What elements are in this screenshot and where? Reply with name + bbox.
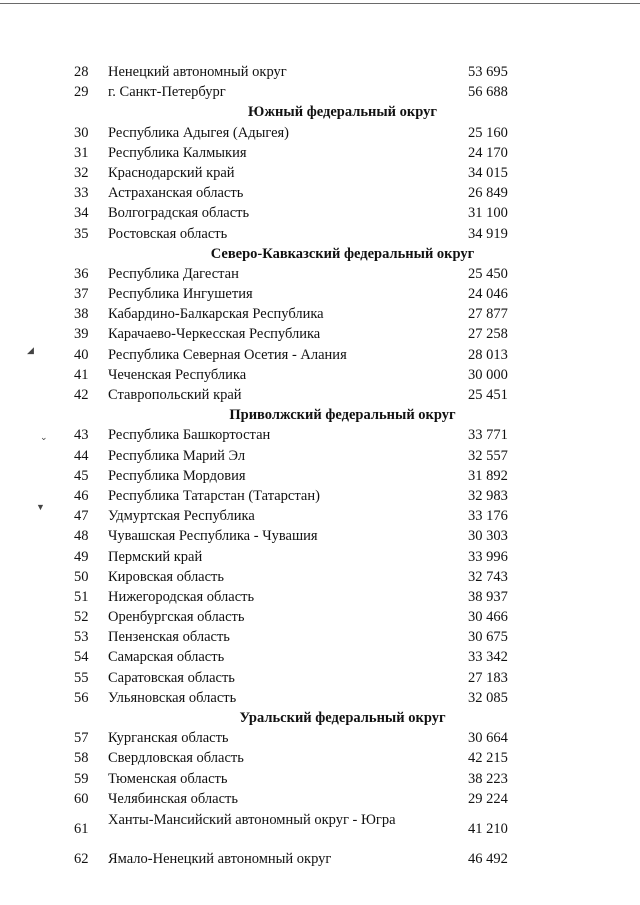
row-number: 57 <box>74 730 89 747</box>
region-name: Ханты-Мансийский автономный округ - Югра <box>108 811 396 828</box>
row-number: 46 <box>74 487 89 504</box>
row-number: 33 <box>74 185 89 202</box>
table-row <box>60 668 550 688</box>
region-name: Пензенская область <box>108 629 230 646</box>
table-row <box>60 688 550 708</box>
table-row <box>60 324 550 344</box>
region-value: 27 877 <box>468 306 508 323</box>
table-row <box>60 143 550 163</box>
region-value: 42 215 <box>468 750 508 767</box>
region-name: Ямало-Ненецкий автономный округ <box>108 850 332 867</box>
region-value: 25 451 <box>468 387 508 403</box>
region-name: Краснодарский край <box>108 164 235 181</box>
region-name: Республика Мордовия <box>108 467 246 484</box>
table-row <box>60 769 550 789</box>
region-name: Республика Адыгея (Адыгея) <box>108 124 290 141</box>
region-name: Ставропольский край <box>108 387 242 403</box>
region-value: 56 688 <box>468 84 508 101</box>
district-header: Приволжский федеральный округ <box>229 407 456 424</box>
region-value: 30 466 <box>468 609 508 626</box>
region-value: 30 664 <box>468 730 508 747</box>
table-row <box>60 163 550 183</box>
table-row <box>60 264 550 284</box>
row-number: 54 <box>74 649 89 666</box>
table-row <box>60 446 550 466</box>
table-row <box>60 224 550 244</box>
region-name: Свердловская область <box>108 750 244 767</box>
region-name: Волгоградская область <box>108 205 250 222</box>
region-value: 33 996 <box>468 548 508 565</box>
table-row <box>60 748 550 768</box>
row-number: 58 <box>74 750 89 767</box>
region-value: 26 849 <box>468 185 508 202</box>
region-value: 25 450 <box>468 265 508 282</box>
table-row <box>60 627 550 647</box>
table-row <box>60 203 550 223</box>
table-row <box>60 728 550 748</box>
row-number: 61 <box>74 820 89 837</box>
table-row <box>60 365 550 385</box>
region-value: 30 675 <box>468 629 508 646</box>
row-number: 41 <box>74 366 89 383</box>
region-name: Саратовская область <box>108 669 235 686</box>
row-number: 52 <box>74 609 89 626</box>
region-value: 27 183 <box>468 669 508 686</box>
table-row <box>60 486 550 506</box>
table-row <box>60 587 550 607</box>
district-header: Уральский федеральный округ <box>239 710 446 726</box>
region-name: Нижегородская область <box>108 588 255 605</box>
region-value: 33 176 <box>468 508 508 525</box>
table-row <box>60 647 550 667</box>
table-row <box>60 567 550 587</box>
region-name: Республика Северная Осетия - Алания <box>108 346 347 363</box>
region-value: 38 223 <box>468 770 508 787</box>
row-number: 60 <box>74 790 89 807</box>
region-value: 30 000 <box>468 366 508 383</box>
row-number: 34 <box>74 205 89 222</box>
page-top-edge <box>0 3 640 4</box>
region-name: Чувашская Республика - Чувашия <box>108 528 318 545</box>
row-number: 56 <box>74 689 89 706</box>
region-name: Ростовская область <box>108 225 228 242</box>
region-name: Астраханская область <box>108 185 244 202</box>
region-value: 24 170 <box>468 144 508 161</box>
region-name: Кировская область <box>108 568 225 585</box>
row-number: 43 <box>74 427 89 444</box>
table-row <box>60 849 550 869</box>
region-name: г. Санкт-Петербург <box>108 84 226 101</box>
table-row <box>60 809 550 849</box>
row-number: 40 <box>74 346 89 363</box>
row-number: 32 <box>74 164 89 181</box>
row-number: 35 <box>74 225 89 242</box>
region-name: Республика Дагестан <box>108 265 239 282</box>
region-value: 29 224 <box>468 790 508 807</box>
region-value: 32 557 <box>468 447 508 464</box>
table-row <box>60 183 550 203</box>
district-header: Северо-Кавказский федеральный округ <box>210 245 475 262</box>
row-number: 28 <box>74 64 89 80</box>
row-number: 49 <box>74 548 89 565</box>
row-number: 37 <box>74 286 89 303</box>
row-number: 39 <box>74 326 89 343</box>
table-row <box>60 345 550 365</box>
table-row <box>60 547 550 567</box>
region-name: Оренбургская область <box>108 609 245 626</box>
row-number: 29 <box>74 84 89 101</box>
region-name: Республика Ингушетия <box>108 286 253 303</box>
region-name: Кабардино-Балкарская Республика <box>108 306 324 323</box>
table-row <box>60 526 550 546</box>
row-number: 53 <box>74 629 89 646</box>
region-name: Республика Калмыкия <box>108 144 247 161</box>
region-name: Ульяновская область <box>108 689 237 706</box>
region-value: 31 892 <box>468 467 508 484</box>
region-value: 32 743 <box>468 568 508 585</box>
region-name: Республика Марий Эл <box>108 447 246 464</box>
region-name: Республика Татарстан (Татарстан) <box>108 487 320 504</box>
row-number: 38 <box>74 306 89 323</box>
row-number: 59 <box>74 770 89 787</box>
region-name: Пермский край <box>108 548 203 565</box>
row-number: 44 <box>74 447 89 464</box>
region-value: 31 100 <box>468 205 508 222</box>
region-name: Тюменская область <box>108 770 228 787</box>
table-row <box>60 789 550 809</box>
row-number: 62 <box>74 850 89 867</box>
region-value: 33 342 <box>468 649 508 666</box>
table-row <box>60 506 550 526</box>
region-name: Ненецкий автономный округ <box>108 64 287 80</box>
table-row <box>60 304 550 324</box>
region-value: 24 046 <box>468 286 508 303</box>
row-number: 48 <box>74 528 89 545</box>
region-value: 28 013 <box>468 346 508 363</box>
table-row <box>60 466 550 486</box>
table-row <box>60 62 550 82</box>
row-number: 47 <box>74 508 89 525</box>
region-name: Карачаево-Черкесская Республика <box>108 326 321 343</box>
table-row <box>60 385 550 405</box>
region-value: 53 695 <box>468 64 508 80</box>
row-number: 45 <box>74 467 89 484</box>
regions-table <box>60 62 550 869</box>
district-header: Южный федеральный округ <box>248 104 437 121</box>
row-number: 51 <box>74 588 89 605</box>
region-name: Республика Башкортостан <box>108 427 271 444</box>
table-row <box>60 607 550 627</box>
region-name: Удмуртская Республика <box>108 508 255 525</box>
region-name: Чеченская Республика <box>108 366 247 383</box>
region-value: 30 303 <box>468 528 508 545</box>
row-number: 42 <box>74 387 89 403</box>
region-value: 46 492 <box>468 850 508 867</box>
region-value: 33 771 <box>468 427 508 444</box>
table-row <box>60 82 550 102</box>
region-name: Самарская область <box>108 649 225 666</box>
region-name: Курганская область <box>108 730 229 747</box>
region-value: 41 210 <box>468 820 508 837</box>
region-value: 34 919 <box>468 225 508 242</box>
table-row <box>60 123 550 143</box>
row-number: 31 <box>74 144 89 161</box>
region-value: 32 983 <box>468 487 508 504</box>
region-value: 38 937 <box>468 588 508 605</box>
table-row <box>60 425 550 445</box>
region-value: 32 085 <box>468 689 508 706</box>
row-number: 50 <box>74 568 89 585</box>
region-value: 27 258 <box>468 326 508 343</box>
region-name: Челябинская область <box>108 790 238 807</box>
row-number: 36 <box>74 265 89 282</box>
row-number: 30 <box>74 124 89 141</box>
table-row <box>60 284 550 304</box>
region-value: 25 160 <box>468 124 508 141</box>
region-value: 34 015 <box>468 164 508 181</box>
row-number: 55 <box>74 669 89 686</box>
